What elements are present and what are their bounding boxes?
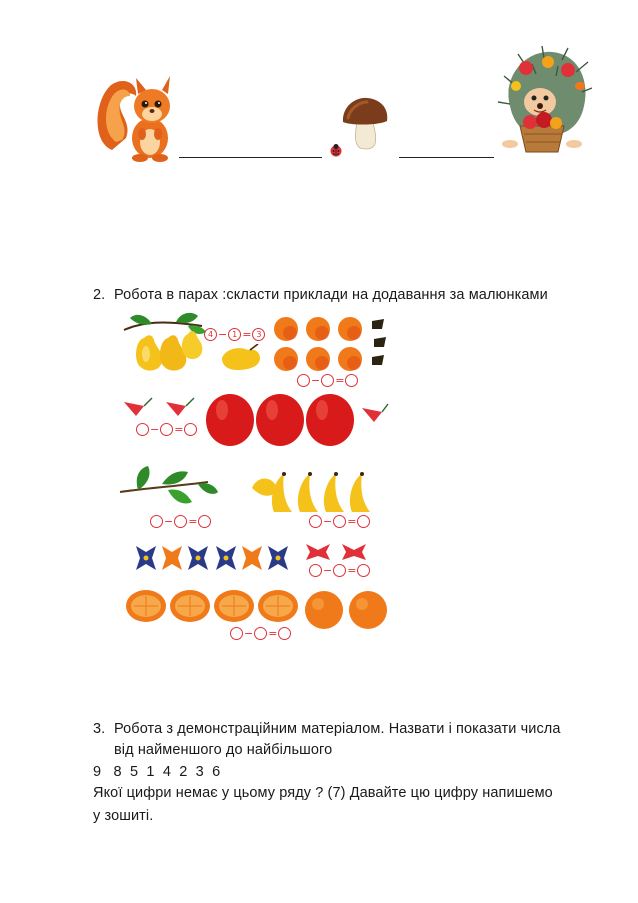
task3-number: 3. [93, 721, 106, 737]
row3-right-blank-equation[interactable]: − = [309, 514, 370, 528]
apples-grid-illustration [272, 315, 390, 373]
example-eq: = [242, 327, 252, 341]
single-pear-illustration [220, 344, 262, 372]
hedgehog-illustration [496, 46, 592, 158]
candies-illustration [134, 538, 294, 576]
row5-blank-equation[interactable]: − = [230, 626, 291, 640]
squirrel-illustration [92, 72, 184, 164]
row4-blank-equation[interactable]: − = [309, 563, 370, 577]
example-a: 4 [204, 328, 217, 341]
orange-halves-illustration [124, 586, 300, 626]
task2-number: 2. [93, 287, 106, 303]
task2-text: Робота в парах :скласти приклади на додавання за малюнками [114, 287, 548, 303]
row3-left-blank-equation[interactable]: − = [150, 514, 211, 528]
task3-line1: Робота з демонстраційним матеріалом. Назвати і показати числа [114, 721, 561, 737]
red-twigs-illustration [122, 394, 202, 424]
red-candies-illustration [304, 538, 376, 562]
task3-line2: від найменшого до найбільшого [114, 742, 333, 758]
single-twig-illustration [360, 400, 390, 424]
task3-question2: у зошиті. [93, 808, 154, 824]
answer-line-2[interactable] [399, 157, 494, 158]
bananas-illustration [248, 468, 390, 516]
plums-illustration [200, 390, 360, 450]
example-c: 3 [252, 328, 265, 341]
example-op: − [218, 327, 228, 341]
task3-question: Якої цифри немає у цьому ряду ? (7) Давайте цю цифру напишемо [93, 785, 553, 801]
task3-numbers: 9 8 5 1 4 2 3 6 [93, 764, 221, 780]
row2-blank-equation[interactable]: − = [136, 422, 197, 436]
row1-blank-equation[interactable]: − = [297, 373, 358, 387]
answer-line-1[interactable] [179, 157, 322, 158]
mushroom-illustration [340, 94, 390, 150]
pear-branch-illustration [122, 312, 208, 376]
leaf-branch-illustration [118, 462, 218, 514]
example-b: 1 [228, 328, 241, 341]
whole-oranges-illustration [304, 588, 390, 632]
example-equation [204, 327, 265, 341]
